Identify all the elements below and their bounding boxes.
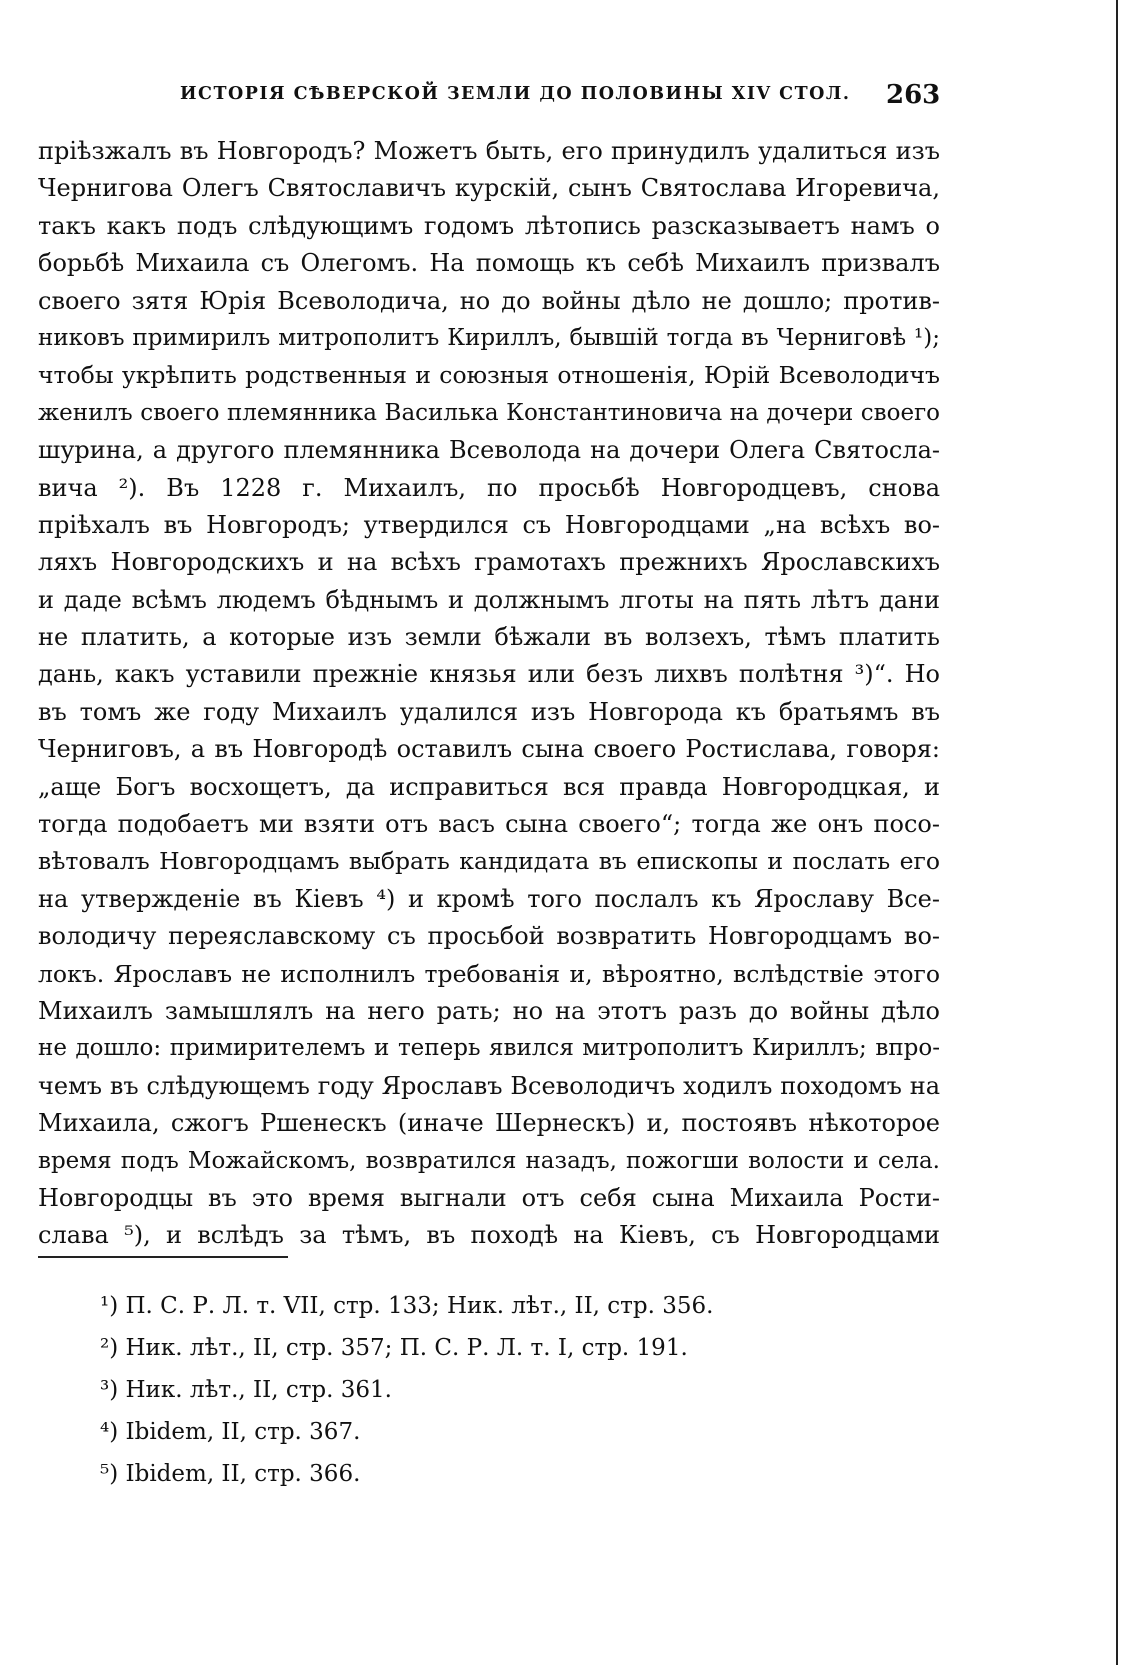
- text-line: тогда подобаетъ ми взяти отъ васъ сына своего“; тогда же онъ посо-: [38, 810, 940, 839]
- text-line: Черниговъ, а въ Новгородѣ оставилъ сына своего Ростислава, говоря:: [38, 735, 940, 764]
- text-line: время подъ Можайскомъ, возвратился назадъ, пожогши волости и села.: [38, 1147, 940, 1174]
- text-line: не платить, а которые изъ земли бѣжали въ волзехъ, тѣмъ платить: [38, 623, 940, 652]
- text-line: володичу переяславскому съ просьбой возвратить Новгородцамъ во-: [38, 922, 940, 951]
- text-line: дань, какъ уставили прежніе князья или безъ лихвъ полѣтня ³)“. Но: [38, 660, 940, 689]
- footnote: ¹) П. С. Р. Л. т. VII, стр. 133; Ник. лѣт., II, стр. 356.: [100, 1293, 714, 1319]
- text-line: пріѣзжалъ въ Новгородъ? Можетъ быть, его принудилъ удалиться изъ: [38, 137, 940, 165]
- text-line: шурина, а другого племянника Всеволода на дочери Олега Святосла-: [38, 436, 940, 465]
- running-title: ИСТОРІЯ СѢВЕРСКОЙ ЗЕМЛИ ДО ПОЛОВИНЫ XIV СТОЛ.: [180, 84, 851, 104]
- text-line: женилъ своего племянника Василька Константиновича на дочери своего: [38, 399, 940, 426]
- text-line: такъ какъ подъ слѣдующимъ годомъ лѣтопись разсказываетъ намъ о: [38, 211, 940, 240]
- text-line: вѣтовалъ Новгородцамъ выбрать кандидата въ епископы и послать его: [38, 847, 940, 876]
- text-line: Михаила, сжогъ Ршенескъ (иначе Шернескъ) и, постоявъ нѣкоторое: [38, 1109, 940, 1138]
- footnotes: [100, 1285, 900, 1495]
- main-text: [38, 133, 940, 1255]
- page-number: 263: [886, 80, 941, 110]
- scan-edge-line: [1116, 0, 1118, 1665]
- text-line: своего зятя Юрія Всеволодича, но до войны дѣло не дошло; против-: [38, 286, 940, 315]
- footnote: ²) Ник. лѣт., II, стр. 357; П. С. Р. Л. т. I, стр. 191.: [100, 1335, 688, 1361]
- text-line: въ томъ же году Михаилъ удалился изъ Новгорода къ братьямъ въ: [38, 697, 940, 726]
- footnote: ³) Ник. лѣт., II, стр. 361.: [100, 1377, 392, 1403]
- text-line: „аще Богъ восхощетъ, да исправиться вся правда Новгородцкая, и: [38, 772, 940, 801]
- text-line: Новгородцы въ это время выгнали отъ себя сына Михаила Рости-: [38, 1183, 940, 1212]
- page-header: [40, 80, 940, 120]
- text-line: Чернигова Олегъ Святославичъ курскій, сынъ Святослава Игоревича,: [38, 174, 940, 203]
- text-line: борьбѣ Михаила съ Олегомъ. На помощь къ себѣ Михаилъ призвалъ: [38, 249, 940, 278]
- footnote: ⁴) Ibidem, II, стр. 367.: [100, 1419, 361, 1445]
- text-line: ляхъ Новгородскихъ и на всѣхъ грамотахъ прежнихъ Ярославскихъ: [38, 548, 940, 577]
- text-line: вича ²). Въ 1228 г. Михаилъ, по просьбѣ Новгородцевъ, снова: [38, 473, 940, 502]
- text-line: локъ. Ярославъ не исполнилъ требованія и, вѣроятно, вслѣдствіе этого: [38, 959, 940, 988]
- text-line: слава ⁵), и вслѣдъ за тѣмъ, въ походѣ на Кіевъ, съ Новгородцами: [38, 1221, 940, 1250]
- text-line: не дошло: примирителемъ и теперь явился митрополитъ Кириллъ; впро-: [38, 1035, 940, 1062]
- text-line: пріѣхалъ въ Новгородъ; утвердился съ Новгородцами „на всѣхъ во-: [38, 510, 940, 539]
- text-line: чемъ въ слѣдующемъ году Ярославъ Всеволодичъ ходилъ походомъ на: [38, 1071, 940, 1100]
- text-line: Михаилъ замышлялъ на него рать; но на этотъ разъ до войны дѣло: [38, 996, 940, 1025]
- text-line: чтобы укрѣпить родственныя и союзныя отношенія, Юрій Всеволодичъ: [38, 361, 940, 390]
- footnote: ⁵) Ibidem, II, стр. 366.: [100, 1461, 361, 1487]
- text-line: никовъ примирилъ митрополитъ Кириллъ, бывшій тогда въ Черниговѣ ¹);: [38, 324, 940, 351]
- text-line: на утвержденіе въ Кіевъ ⁴) и кромѣ того послалъ къ Ярославу Все-: [38, 884, 940, 913]
- footnote-divider: [38, 1256, 288, 1258]
- text-line: и даде всѣмъ людемъ бѣднымъ и должнымъ лготы на пять лѣтъ дани: [38, 585, 940, 614]
